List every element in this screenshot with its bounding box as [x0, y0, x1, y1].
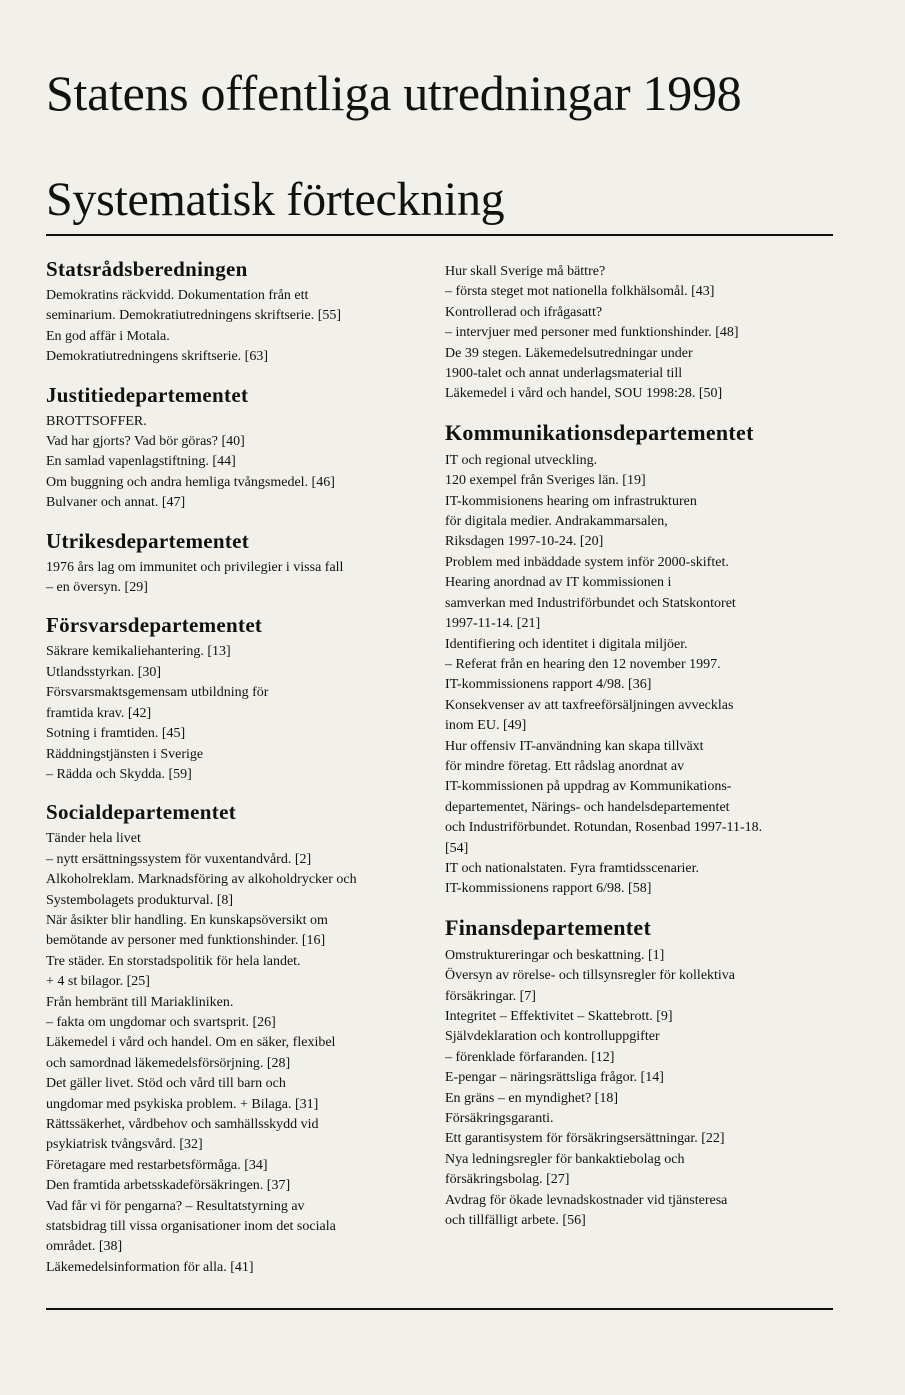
publication-entry: [46, 1156, 426, 1176]
entry-line: Den framtida arbetsskadeförsäkringen. [37]: [46, 1178, 291, 1194]
publication-entry: [445, 1150, 837, 1191]
entry-line: Rättssäkerhet, vårdbehov och samhällsskydd vid: [46, 1117, 319, 1132]
publication-entry: [46, 432, 426, 452]
department-continued: [445, 262, 837, 405]
publication-entry: [445, 859, 837, 900]
publication-entry: [46, 683, 426, 724]
entry-line: IT och regional utveckling.: [445, 452, 598, 468]
entry-line: Demokratins räckvidd. Dokumentation från ett: [46, 288, 309, 303]
entry-line: Systembolagets produkturval. [8]: [46, 892, 234, 908]
section-gap: [445, 900, 837, 914]
publication-entry: [445, 451, 837, 492]
entry-line: Försvarsmaktsgemensam utbildning för: [46, 685, 269, 701]
publication-entry: [46, 286, 426, 327]
entry-line: Nya ledningsregler för bankaktiebolag och: [445, 1151, 685, 1167]
entry-line: När åsikter blir handling. En kunskapsöversikt om: [46, 912, 328, 928]
entry-line: Hur offensiv IT-användning kan skapa tillväxt: [445, 738, 704, 754]
entry-line: Vad har gjorts? Vad bör göras? [40]: [46, 434, 245, 450]
publication-list: [445, 451, 837, 900]
entry-line: Räddningstjänsten i Sverige: [46, 746, 204, 762]
entry-line: Hur skall Sverige må bättre?: [445, 264, 606, 279]
entry-line: och samordnad läkemedelsförsörjning. [28]: [46, 1055, 291, 1071]
bottom-rule: [46, 1308, 833, 1310]
entry-line: bemötande av personer med funktionshinder. [16]: [46, 933, 326, 949]
entry-line: – Rädda och Skydda. [59]: [46, 766, 192, 782]
entry-line: försäkringar. [7]: [445, 988, 536, 1004]
publication-entry: [445, 696, 837, 737]
publication-entry: [445, 1089, 837, 1109]
publication-list: [46, 829, 426, 1278]
entry-line: Företagare med restarbetsförmåga. [34]: [46, 1157, 268, 1173]
publication-entry: [46, 724, 426, 744]
department-heading: Finansdepartementet: [445, 914, 652, 940]
publication-entry: [46, 558, 426, 599]
publication-entry: [46, 412, 426, 432]
entry-line: 1900-talet och annat underlagsmaterial till: [445, 366, 683, 382]
publication-entry: [46, 642, 426, 662]
entry-line: 1976 års lag om immunitet och privilegier i vissa fall: [46, 559, 344, 575]
publication-list: [46, 558, 426, 599]
publication-entry: [46, 493, 426, 513]
publication-entry: [46, 952, 426, 993]
entry-line: Avdrag för ökade levnadskostnader vid tjänsteresa: [445, 1192, 728, 1208]
entry-line: ungdomar med psykiska problem. + Bilaga. [31]: [46, 1096, 319, 1112]
entry-line: De 39 stegen. Läkemedelsutredningar under: [445, 345, 693, 361]
entry-line: inom EU. [49]: [445, 718, 527, 734]
entry-line: Från hembränt till Mariakliniken.: [46, 994, 234, 1010]
section-gap: [46, 785, 426, 799]
entry-line: Ett garantisystem för försäkringsersättningar. [22]: [445, 1131, 725, 1147]
department-finansdepartementet: [445, 900, 837, 1232]
publication-entry: [46, 1115, 426, 1156]
publication-entry: [46, 1033, 426, 1074]
entry-line: 120 exempel från Sveriges län. [19]: [445, 473, 646, 489]
department-statsradsberedningen: [46, 256, 426, 368]
entry-line: IT-kommissionens rapport 4/98. [36]: [445, 677, 652, 693]
entry-line: samverkan med Industriförbundet och Statskontoret: [445, 595, 736, 611]
department-heading: Justitiedepartementet: [46, 382, 249, 407]
department-heading: Socialdepartementet: [46, 800, 236, 825]
publication-list: [46, 412, 426, 514]
entry-line: En god affär i Motala.: [46, 328, 170, 344]
department-forsvarsdepartementet: [46, 598, 426, 785]
entry-line: Tre städer. En storstadspolitik för hela landet.: [46, 953, 301, 969]
entry-line: + 4 st bilagor. [25]: [46, 974, 150, 990]
entry-line: Problem med inbäddade system inför 2000-skiftet.: [445, 554, 729, 570]
entry-line: Säkrare kemikaliehantering. [13]: [46, 644, 231, 660]
entry-line: Alkoholreklam. Marknadsföring av alkoholdrycker och: [46, 872, 357, 888]
section-gap: [46, 368, 426, 382]
publication-entry: [445, 262, 837, 303]
entry-line: försäkringsbolag. [27]: [445, 1172, 570, 1188]
publication-entry: [445, 946, 837, 966]
publication-entry: [445, 1109, 837, 1150]
publication-entry: [445, 303, 837, 344]
entry-line: Konsekvenser av att taxfreeförsäljningen avvecklas: [445, 697, 734, 713]
publication-entry: [46, 1197, 426, 1258]
publication-entry: [445, 1191, 837, 1232]
publication-entry: [445, 1068, 837, 1088]
department-utrikesdepartementet: [46, 514, 426, 599]
publication-entry: [445, 635, 837, 696]
left-column: [46, 256, 426, 1278]
publication-entry: [46, 870, 426, 911]
entry-line: Kontrollerad och ifrågasatt?: [445, 304, 603, 320]
entry-line: Översyn av rörelse- och tillsynsregler för kollektiva: [445, 968, 736, 984]
entry-line: Utlandsstyrkan. [30]: [46, 664, 162, 680]
entry-line: Läkemedelsinformation för alla. [41]: [46, 1259, 254, 1275]
entry-line: för digitala medier. Andrakammarsalen,: [445, 514, 668, 530]
publication-list: [445, 946, 837, 1232]
entry-line: området. [38]: [46, 1239, 123, 1255]
entry-line: Bulvaner och annat. [47]: [46, 495, 186, 511]
entry-line: En gräns – en myndighet? [18]: [445, 1090, 619, 1106]
department-kommunikationsdepartementet: [445, 405, 837, 900]
entry-line: Det gäller livet. Stöd och vård till barn och: [46, 1076, 286, 1092]
publication-entry: [445, 737, 837, 859]
entry-line: Om buggning och andra hemliga tvångsmedel. [46]: [46, 474, 335, 490]
section-gap: [46, 514, 426, 528]
entry-line: – första steget mot nationella folkhälsomål. [43]: [445, 284, 715, 300]
entry-line: 1997-11-14. [21]: [445, 616, 541, 632]
entry-line: E-pengar – näringsrättsliga frågor. [14]: [445, 1070, 664, 1086]
entry-line: – förenklade förfaranden. [12]: [445, 1049, 615, 1065]
department-heading: Statsrådsberedningen: [46, 257, 248, 281]
entry-line: IT-kommissionen på uppdrag av Kommunikations-: [445, 779, 732, 795]
entry-line: – intervjuer med personer med funktionshinder. [48]: [445, 325, 739, 341]
department-socialdepartementet: [46, 785, 426, 1278]
publication-entry: [46, 745, 426, 786]
entry-line: Integritet – Effektivitet – Skattebrott. [9]: [445, 1009, 673, 1024]
entry-line: IT-kommissionens rapport 6/98. [58]: [445, 881, 652, 897]
publication-entry: [445, 344, 837, 405]
publication-entry: [445, 1027, 837, 1068]
page-title: Statens offentliga utredningar 1998: [46, 65, 742, 121]
entry-line: Hearing anordnad av IT kommissionen i: [445, 575, 672, 591]
publication-entry: [46, 1074, 426, 1115]
entry-line: BROTTSOFFER.: [46, 413, 147, 429]
publication-entry: [46, 829, 426, 870]
right-column: [445, 262, 837, 1231]
publication-entry: [46, 1176, 426, 1196]
entry-line: och Industriförbundet. Rotundan, Rosenbad 1997-11-18.: [445, 820, 763, 836]
publication-entry: [46, 347, 426, 367]
entry-line: framtida krav. [42]: [46, 705, 152, 721]
entry-line: Tänder hela livet: [46, 831, 141, 847]
entry-line: [54]: [445, 840, 469, 856]
publication-entry: [46, 1258, 426, 1278]
department-heading: Utrikesdepartementet: [46, 528, 250, 553]
publication-entry: [46, 327, 426, 347]
entry-line: Identifiering och identitet i digitala miljöer.: [445, 636, 688, 652]
entry-line: Läkemedel i vård och handel, SOU 1998:28. [50]: [445, 386, 723, 402]
publication-entry: [46, 911, 426, 952]
publication-entry: [46, 473, 426, 493]
entry-line: – fakta om ungdomar och svartsprit. [26]: [46, 1014, 276, 1030]
entry-line: Riksdagen 1997-10-24. [20]: [445, 534, 604, 550]
entry-line: Omstruktureringar och beskattning. [1]: [445, 947, 665, 963]
entry-line: – en översyn. [29]: [46, 580, 148, 596]
entry-line: för mindre företag. Ett rådslag anordnat av: [445, 758, 685, 774]
department-justitiedepartementet: [46, 368, 426, 514]
entry-line: Läkemedel i vård och handel. Om en säker, flexibel: [46, 1035, 336, 1051]
publication-list: [46, 642, 426, 785]
publication-entry: [445, 966, 837, 1007]
entry-line: En samlad vapenlagstiftning. [44]: [46, 454, 236, 470]
publication-entry: [445, 1007, 837, 1027]
entry-line: IT-kommisionens hearing om infrastrukturen: [445, 493, 697, 509]
entry-line: och tillfälligt arbete. [56]: [445, 1213, 586, 1229]
entry-line: seminarium. Demokratiutredningens skriftserie. [55]: [46, 308, 342, 324]
publication-list: [46, 286, 426, 368]
entry-line: IT och nationalstaten. Fyra framtidsscenarier.: [445, 860, 699, 876]
publication-entry: [46, 993, 426, 1034]
publication-list: [445, 262, 837, 405]
entry-line: departementet, Närings- och handelsdepartementet: [445, 799, 730, 815]
department-heading: Försvarsdepartementet: [46, 613, 263, 638]
entry-line: Demokratiutredningens skriftserie. [63]: [46, 349, 268, 365]
publication-entry: [445, 553, 837, 635]
department-heading: Kommunikationsdepartementet: [445, 419, 754, 445]
section-gap: [445, 405, 837, 419]
entry-line: Vad får vi för pengarna? – Resultatstyrning av: [46, 1198, 305, 1214]
top-rule: [46, 234, 833, 236]
publication-entry: [445, 492, 837, 553]
entry-line: psykiatrisk tvångsvård. [32]: [46, 1137, 203, 1153]
publication-entry: [46, 663, 426, 683]
entry-line: – Referat från en hearing den 12 november 1997.: [445, 656, 721, 672]
entry-line: statsbidrag till vissa organisationer inom det sociala: [46, 1219, 336, 1235]
entry-line: – nytt ersättningssystem för vuxentandvård. [2]: [46, 851, 312, 867]
entry-line: Sotning i framtiden. [45]: [46, 726, 186, 742]
section-gap: [46, 598, 426, 612]
publication-entry: [46, 452, 426, 472]
entry-line: Självdeklaration och kontrolluppgifter: [445, 1029, 660, 1045]
page-subtitle: Systematisk förteckning: [46, 173, 505, 226]
entry-line: Försäkringsgaranti.: [445, 1111, 554, 1127]
